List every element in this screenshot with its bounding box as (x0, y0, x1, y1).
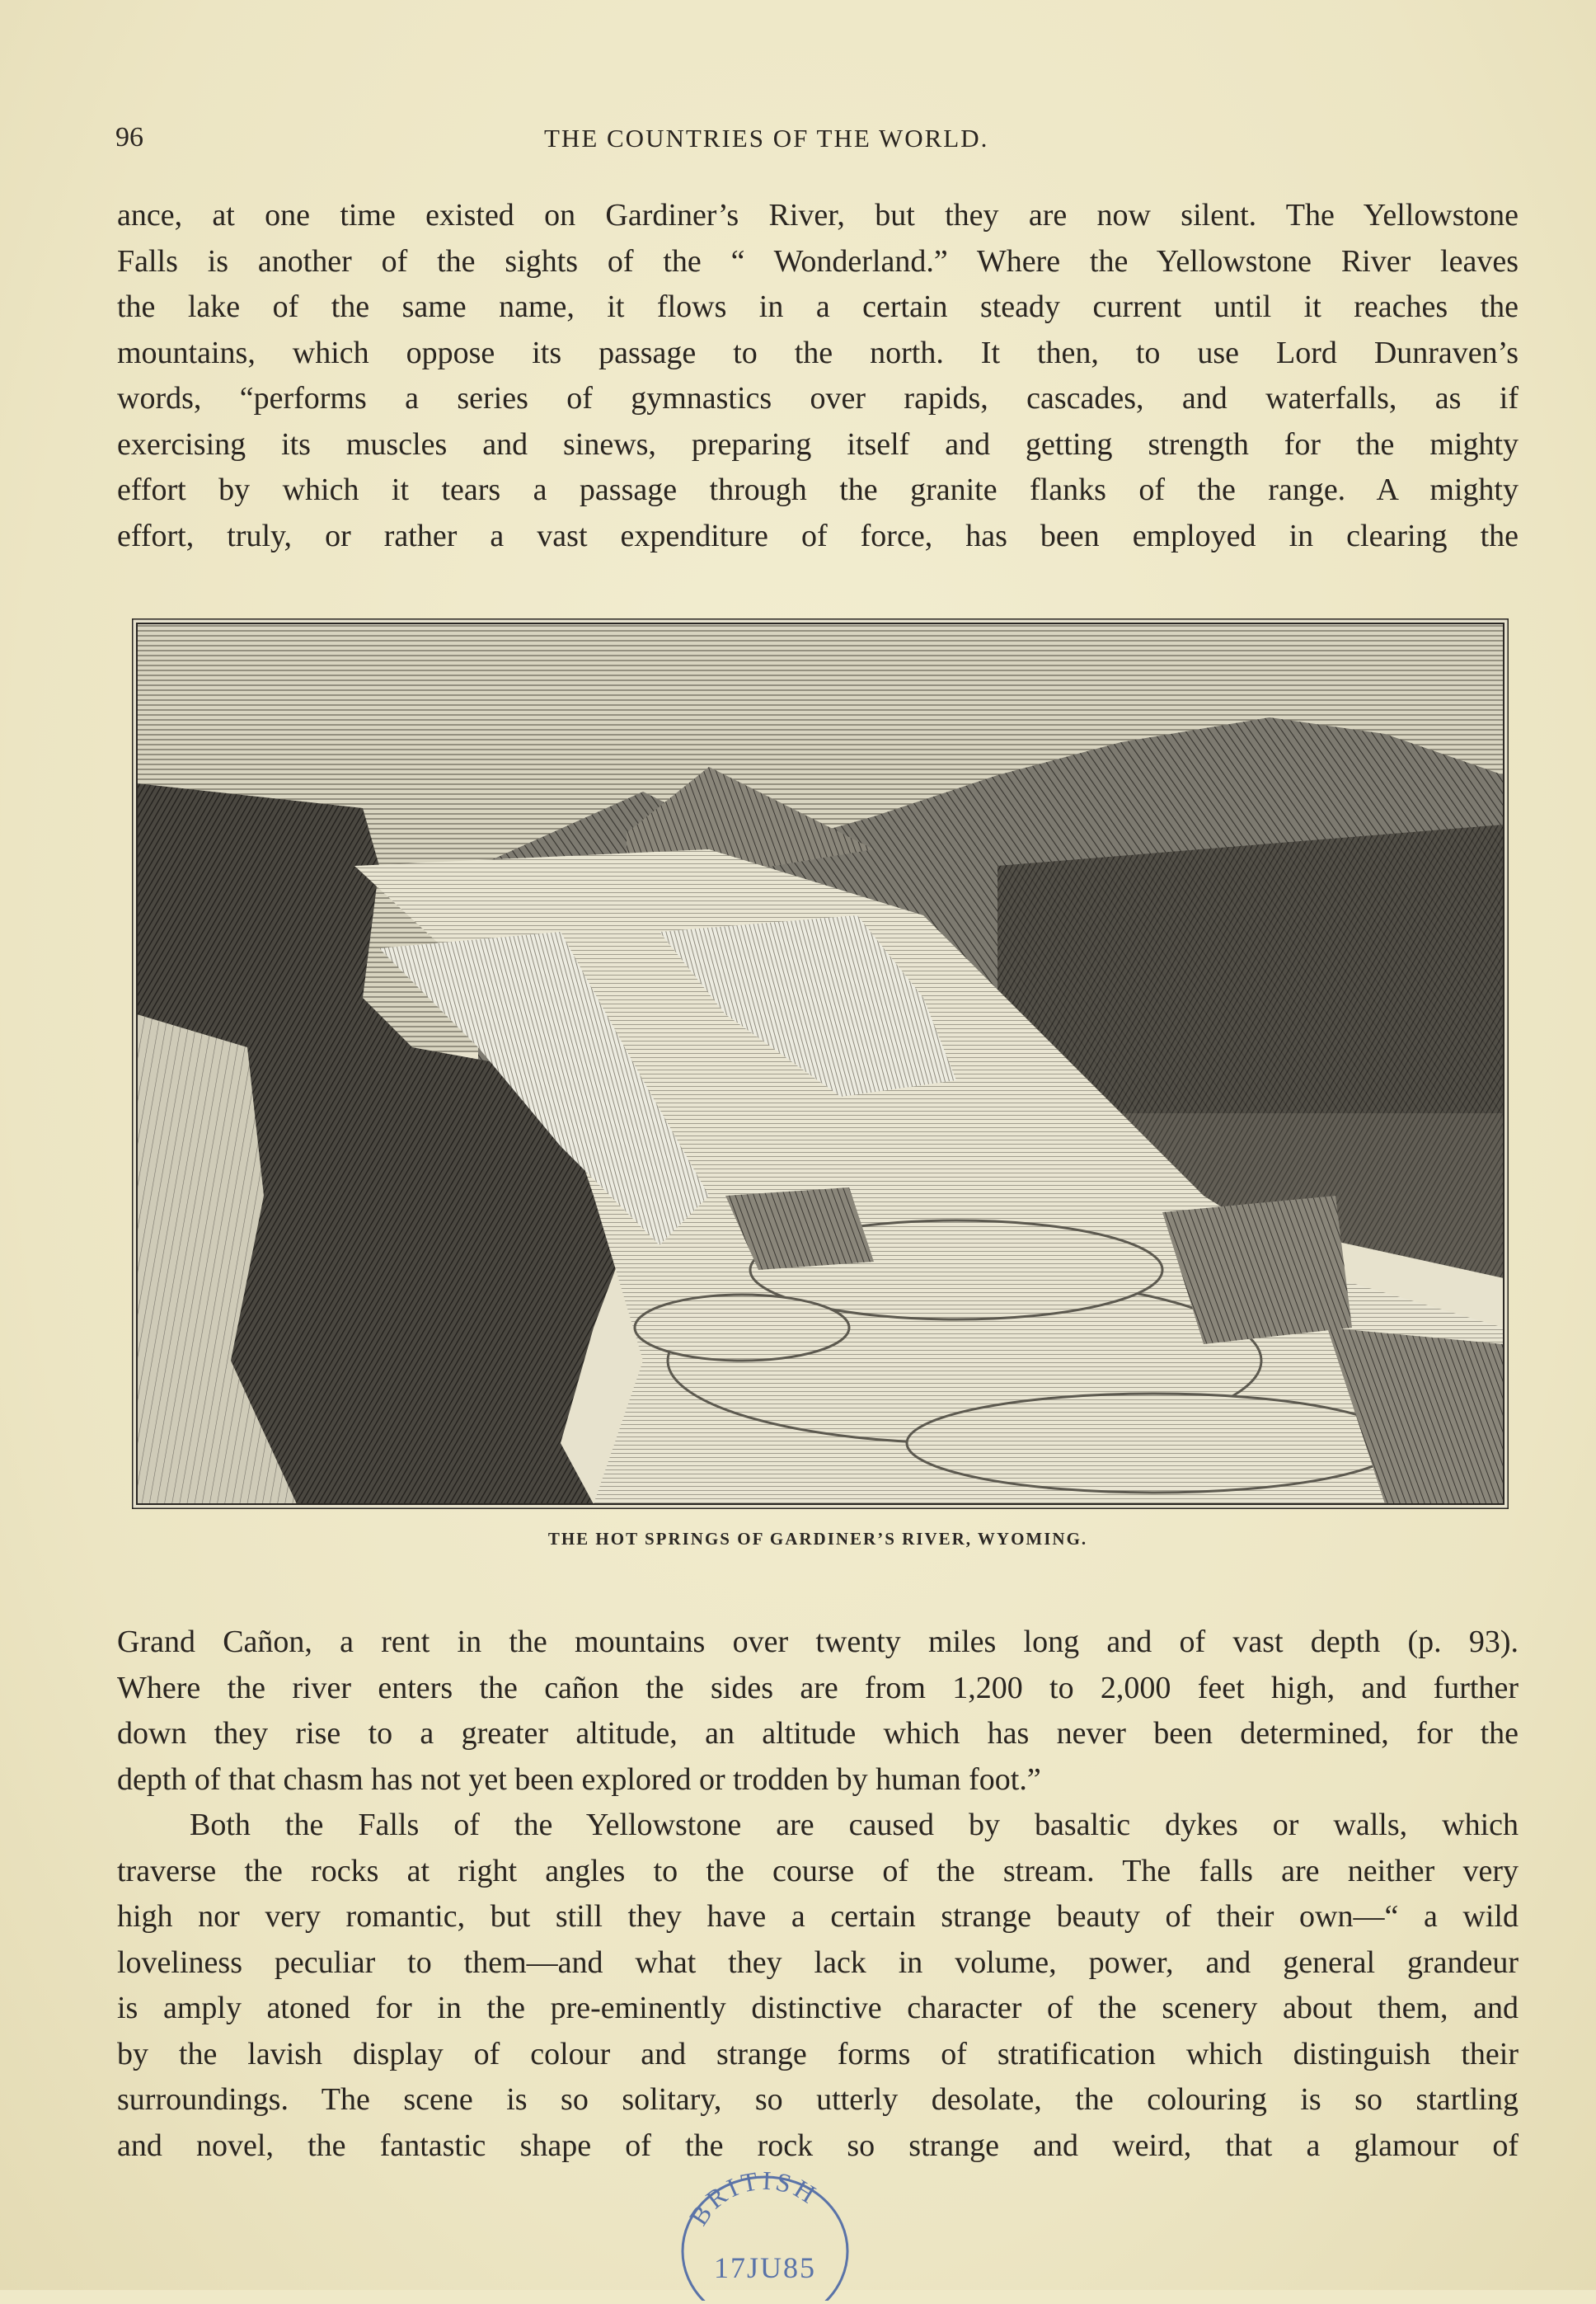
figure-caption: THE HOT SPRINGS OF GARDINER’S RIVER, WYOMING. (547, 1529, 1088, 1549)
text-line: ance, at one time existed on Gardiner’s River, but they are now silent. The Yellowstone (117, 198, 1519, 233)
text-line: words, “performs a series of gymnastics over rapids, cascades, and waterfalls, as if (117, 381, 1519, 416)
running-head (115, 122, 1517, 158)
text-line: Grand Cañon, a rent in the mountains over twenty miles long and of vast depth (p. 93). (117, 1625, 1519, 1659)
text-line: depth of that chasm has not yet been explored or trodden by human foot.” (117, 1761, 1041, 1797)
text-line: exercising its muscles and sinews, preparing itself and getting strength for the mighty (117, 426, 1519, 462)
paragraph-bottom-2 (117, 1803, 1519, 2169)
running-title: THE COUNTRIES OF THE WORLD. (544, 124, 989, 153)
text-line: loveliness peculiar to them—and what they lack in volume, power, and general grandeur (117, 1944, 1519, 1980)
stamp-date-text: 17JU85 (713, 2251, 817, 2284)
text-line: effort, truly, or rather a vast expenditure of force, has been employed in clearing the (117, 518, 1519, 553)
text-line: mountains, which oppose its passage to the north. It then, to use Lord Dunraven’s (117, 335, 1519, 370)
library-stamp (674, 2169, 856, 2301)
text-line: Falls is another of the sights of the “ Wonderland.” Where the Yellowstone River leaves (117, 243, 1519, 279)
text-line: surroundings. The scene is so solitary, so utterly desolate, the colouring is so startling (117, 2082, 1519, 2117)
engraving-illustration (132, 618, 1509, 1509)
text-line: the lake of the same name, it flows in a certain steady current until it reaches the (117, 289, 1519, 324)
text-line: and novel, the fantastic shape of the rock so strange and weird, that a glamour of (117, 2128, 1519, 2163)
paragraph-top (117, 193, 1519, 559)
text-line: Where the river enters the cañon the sides are from 1,200 to 2,000 feet high, and further (117, 1670, 1519, 1705)
stamp-top-text: BRITISH (683, 2169, 824, 2231)
text-line: Both the Falls of the Yellowstone are caused by basaltic dykes or walls, which (190, 1808, 1519, 1842)
paragraph-bottom-1 (117, 1620, 1519, 1803)
text-line: effort by which it tears a passage through the granite flanks of the range. A mighty (117, 473, 1519, 507)
text-line: is amply atoned for in the pre-eminently distinctive character of the scenery about them, and (117, 1991, 1519, 2025)
text-line: down they rise to a greater altitude, an altitude which has never been determined, for the (117, 1716, 1519, 1751)
text-line: high nor very romantic, but still they have a certain strange beauty of their own—“ a wild (117, 1899, 1519, 1934)
text-line: by the lavish display of colour and strange forms of stratification which distinguish their (117, 2036, 1519, 2071)
text-line: traverse the rocks at right angles to the course of the stream. The falls are neither very (117, 1853, 1519, 1888)
page-number: 96 (115, 122, 143, 153)
